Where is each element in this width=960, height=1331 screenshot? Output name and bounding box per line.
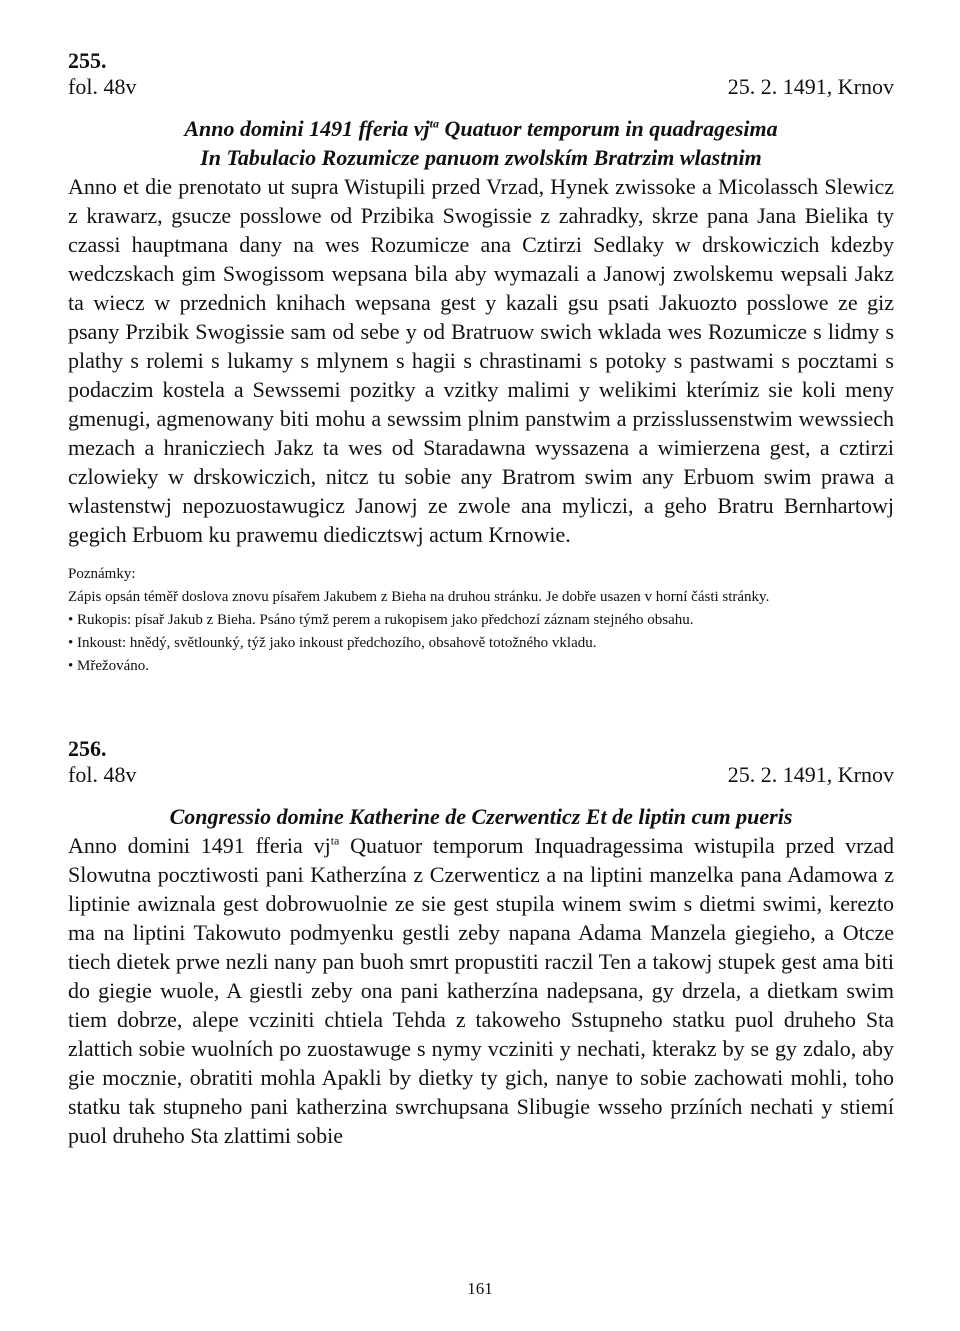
entry-body: Anno domini 1491 fferia $vj^{ta}$ Quatuor temporum Inquadragessima wistupila przed vrzad Slowutna pocztiwosti pani Katherzína z Czerwenticz a na liptini manzelka pana Adamowa z liptinie awiznala gest dobrowuolnie ze sie gest stupila winem swim s dietmi swimi, kerezto ma na liptini Takowuto podmyenku gestli zeby napana Adama Manzela giegieho, a Otcze tiech dietek prwe nezli nany pan buoh smrt propustiti raczil Ten a takowj stupek gest ama biti do giegie wuole, A giestli zeby ona pani katherzína nadepsana, gy drzela, a dietkam swim tiem dobrze, alepe vcziniti chtiela Tehda z takoweho Sstupneho statku puol druheho Sta zlattich sobie wuolních po zuostawuge s nymy vcziniti y nechati, kterakz by se gy zdalo, aby gie mocznie, obratiti mohla Apakli by dietky ty gich, nanye to sobie zachowati mohli, toho statku tak stupneho pani katherzina swrchupsana Slibugie wsseho przíních nechati y stiemí puol druheho Sta zlattimi sobie	[68, 833, 894, 1148]
entry-meta	[68, 762, 894, 788]
entry-255	[68, 48, 894, 678]
document-page	[68, 48, 894, 1150]
entry-heading: Congressio domine Katherine de Czerwenticz Et de liptin cum pueris	[169, 804, 793, 829]
entry-number: 256.	[68, 736, 107, 761]
folio: fol. 48v	[68, 762, 137, 787]
entry-meta	[68, 74, 894, 100]
note-item: • Inkoust: hnědý, světlounký, týž jako inkoust předchozího, obsahově totožného vkladu.	[68, 635, 597, 651]
note-item: • Rukopis: písař Jakub z Bieha. Psáno týmž perem a rukopisem jako předchozí záznam stejného obsahu.	[68, 612, 694, 628]
notes	[68, 563, 894, 678]
note-item: • Mřežováno.	[68, 658, 150, 674]
folio: fol. 48v	[68, 74, 137, 99]
notes-title: Poznámky:	[68, 566, 136, 582]
entry-256	[68, 736, 894, 1150]
entry-body: Anno et die prenotato ut supra Wistupili przed Vrzad, Hynek zwissoke a Micolassch Slewicz z krawarz, gsucze posslowe od Przibika Swogissie z zahradky, skrze pana Jana Bielika ty czassi hauptmana dany na wes Rozumicze ana Cztirzi Sedlaky w drskowiczich kdezby wedczskach gim Swogissom wepsana bila aby wymazali a Janowj zwolskemu wepsali Jakz ta wiecz w przednich knihach wepsana gest y kazali gsu psati Jakuozto posslowe ze giz psany Przibik Swogissie sam od sebe y od Bratruow swich wklada wes Rozumicze s lidmy s plathy s rolemi s lukamy s mlynem s hagii s chrastinami s potoky s pastwami s pocztami s podaczim kostela a Sewssemi pozitky a vzitky malimi y welikimi kterímiz sie koli meny gmenugi, agmenowany biti mohu a sewssim plnim panstwim a przisslussenstwim wewssiech mezach a hranicziech Jakz ta wes od Staradawna wyssazena a wimierzena gest, a cztirzi czlowieky w drskowiczich, nitcz tu sobie any Bratrom swim any Erbuom swim prawa a wlastenstwj nepozuostawugicz Janowj ze zwole ana myliczi, a geho Bratru Bernhartowj gegich Erbuom ku prawemu diedicztswj actum Krnowie.	[68, 174, 894, 547]
note-item: Zápis opsán téměř doslova znovu písařem Jakubem z Bieha na druhou stránku. Je dobře usazen v horní části stránky.	[68, 589, 770, 605]
date-place: 25. 2. 1491, Krnov	[727, 762, 894, 787]
date-place: 25. 2. 1491, Krnov	[727, 74, 894, 99]
entry-heading-line2: In Tabulacio Rozumicze panuom zwolskím Bratrzim wlastnim	[200, 145, 762, 170]
entry-number: 255.	[68, 48, 107, 73]
page-number: 161	[467, 1279, 493, 1298]
entry-heading-line1: Anno domini 1491 fferia $vj^{ta}$ Quatuor temporum in quadragesima	[184, 116, 778, 141]
